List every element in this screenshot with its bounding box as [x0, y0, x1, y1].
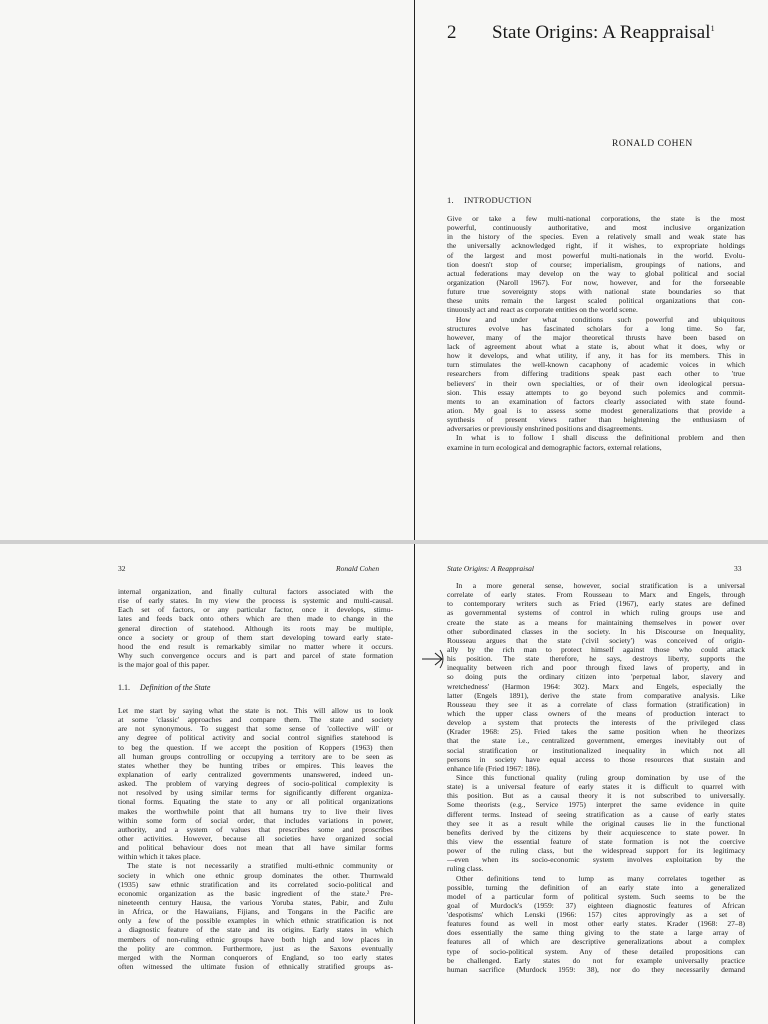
text-line: Let me start by saying what the state is not. This will allow us to look: [118, 706, 393, 715]
introduction-body: [447, 214, 745, 452]
text-line: believers' in their own specialties, or of their own ideological persua-: [447, 378, 745, 388]
text-line: ation. My goal is to assess some modest generalizations that provide a: [447, 405, 745, 415]
section-number: 1.: [447, 195, 454, 205]
text-line: asked. The problem of varying degrees of socio-political complexity is: [118, 779, 393, 789]
text-line: examine in turn ecological and demographic factors, external relations,: [447, 442, 662, 452]
text-line: —even when its socio-economic system involves exploitation by the: [447, 855, 745, 865]
spread-separator: [0, 540, 768, 544]
text-line: organization (Naroll 1967). For now, however, and for the forseeable: [447, 277, 745, 287]
text-line: states whether they be hunting tribes or empires. This leaves the: [118, 760, 393, 770]
text-line: enhance life (Fried 1967: 186).: [447, 763, 541, 773]
text-line: benefits derived by the citizens by their acquiescence to state power. In: [447, 827, 745, 837]
text-line: Some theorists (e.g., Service 1975) interpret the same evidence in quite: [447, 800, 745, 810]
text-line: power of the ruling class, but the widespread support for its legitimacy: [447, 846, 745, 856]
text-line: this position. But as a causal theory it is not subscribed to universally.: [447, 791, 745, 801]
text-line: members of non-ruling ethnic groups have both high and low places in: [118, 934, 393, 944]
upper-gutter-line: [414, 0, 415, 540]
text-line: adversaries or previously enshrined positions and disagreements.: [447, 424, 643, 434]
text-line: that the state i.e., centralized government, emerges inevitably out of: [447, 736, 745, 746]
text-line: society in which one ethnic group dominates the other. Thurnwald: [118, 870, 393, 880]
text-line: develop a system that protects the interests of the privileged class: [447, 718, 745, 728]
text-line: create the state as a means for maintaining themselves in power over: [447, 617, 745, 627]
running-head-right: State Origins: A Reappraisal: [447, 564, 535, 573]
text-line: tinuously act and react as corporate entities on the world scene.: [447, 305, 638, 315]
text-line: makes the worthwhile point that all humans try to live their lives: [118, 806, 393, 816]
text-line: however, many of the major theoretical thrusts have been based on: [447, 332, 745, 342]
text-line: in Africa, or the Hawaiians, Fijians, and Tongans in the Pacific are: [118, 907, 393, 917]
text-line: internal organization, and finally cultural factors associated with the: [118, 587, 393, 596]
text-line: state) is a universal feature of early states it is difficult to quarrel with: [447, 782, 745, 792]
section-title: INTRODUCTION: [463, 195, 532, 205]
text-line: sion. This essay attempts to go beyond such polemics and commit-: [447, 387, 745, 397]
text-line: general direction of statehood. Although its roots may be multiple,: [118, 623, 393, 633]
subsection-heading: [118, 683, 210, 692]
text-line: often witnessed the ultimate fusion of ethnically stratified groups as-: [118, 961, 393, 971]
text-line: correlate of early states. From Rousseau to Marx and Engels, through: [447, 590, 745, 600]
left-page-body-definition: [118, 706, 393, 971]
text-line: explanation of early centralized governments unanswered, indeed un-: [118, 769, 393, 779]
text-line: structures evolve has fascinated scholars for a long time. So far,: [447, 323, 745, 333]
text-line: human sacrifice (Murdock 1959: 38), nor do they necessarily demand: [447, 964, 745, 974]
text-line: researchers from differing traditions speak past each other to 'true: [447, 369, 745, 379]
text-line: be challenged. Early states do not for example universally practice: [447, 955, 745, 965]
text-line: to contemporary writers such as Fried (1967), early states are defined: [447, 599, 745, 609]
section-heading: [447, 195, 532, 205]
text-line: powerful, continuously authoritative, and most inclusive organization: [447, 223, 745, 233]
text-line: at some 'classic' approaches and compare them. The state and society: [118, 715, 393, 725]
text-line: does essentially the same thing giving to the state a large array of: [447, 928, 745, 938]
text-line: so doing puts the ordinary citizen into 'perpetual labor, slavery and: [447, 672, 745, 682]
subsection-number: 1.1.: [118, 683, 130, 692]
text-line: is the major goal of this paper.: [118, 660, 210, 670]
page-number-left: 32: [118, 564, 126, 573]
text-line: a diagnostic feature of the state and its origins. Early states in which: [118, 925, 393, 935]
chapter-title: [492, 22, 715, 44]
text-line: Give or take a few multi-national corporations, the state is the most: [447, 214, 745, 223]
author-name: RONALD COHEN: [612, 139, 693, 149]
footnote-mark: 1: [710, 24, 715, 33]
running-head-left: Ronald Cohen: [336, 564, 380, 573]
text-line: 'despotisms' which Lenski (1966: 157) cites approvingly as a set of: [447, 910, 745, 920]
text-line: in the history of the species. Even a relatively small and weak state has: [447, 232, 745, 242]
text-line: and political behaviour does not mean that all have similar forms: [118, 843, 393, 853]
text-line: economic organization as the basic ingredient of the state.² Pre-: [118, 888, 393, 898]
text-line: these units remain the largest scaled political organizations that con-: [447, 296, 745, 306]
text-line: inequality between rich and poor through fixed laws of property, and in: [447, 663, 745, 673]
text-line: the universally acknowledged right, if it wishes, to expropriate holdings: [447, 241, 745, 251]
text-line: (1935) saw ethnic stratification and its correlated socio-political and: [118, 879, 393, 889]
subsection-title: Definition of the State: [140, 683, 211, 692]
text-line: which the upper class owners of the means of production interact to: [447, 708, 745, 718]
chapter-number: 2: [447, 22, 457, 43]
text-line: lates and feeds back onto others which are then made to change in the: [118, 614, 393, 624]
text-line: wretchedness' (Harmon 1964: 302). Marx and Engels, especially the: [447, 681, 745, 691]
text-line: his position. The state therefore, he says, destroys liberty, supports the: [447, 654, 745, 664]
text-line: only a few of the possible examples in which ethnic stratification is not: [118, 916, 393, 926]
text-line: nineteenth century Hausa, the various Yoruba states, Pabir, and Zulu: [118, 897, 393, 907]
text-line: how it develops, and what utility, if any, it has for its members. This in: [447, 351, 745, 361]
text-line: In what is to follow I shall discuss the definitional problem and then: [456, 433, 745, 443]
chapter-title-text: State Origins: A Reappraisal: [492, 22, 711, 43]
lower-gutter-line: [414, 544, 415, 1024]
text-line: possible, turning the definition of an early state into a generalized: [447, 882, 745, 892]
text-line: once a society or group of them start developing toward early state-: [118, 632, 393, 642]
text-line: other activities. However, because all societies have organized social: [118, 833, 393, 843]
text-line: to beg the question. If we accept the position of Koppers (1963) then: [118, 742, 393, 752]
text-line: synthesis of present views rather than heightening the enthusiasm of: [447, 415, 745, 425]
text-line: any degree of political activity and social control signifies statehood is: [118, 733, 393, 743]
text-line: as governmental systems of control in which ruling groups use and: [447, 608, 745, 618]
text-line: goal of Murdock's (1959: 37) eighteen diagnostic features of African: [447, 900, 745, 910]
text-line: ruling class.: [447, 864, 484, 874]
margin-arrow-annotation: [420, 648, 446, 670]
text-line: other subordinated classes in the society. In his Discourse on Inequality,: [447, 626, 745, 636]
text-line: model of a particular form of political system. Such seems to be the: [447, 891, 745, 901]
text-line: features all of which are descriptive generalizations about a complex: [447, 937, 745, 947]
text-line: of the largest and most powerful multi-nationals in the world. Evolu-: [447, 250, 745, 260]
text-line: authority, and a system of values that prescribes some and proscribes: [118, 824, 393, 834]
text-line: within some form of social order, that includes variations in power,: [118, 815, 393, 825]
text-line: different terms. Instead of seeing stratification as a cause of early states: [447, 809, 745, 819]
text-line: persons in society have equal access to those resources that sustain and: [447, 754, 745, 764]
text-line: tional forms. Equating the state to any or all political organizations: [118, 797, 393, 807]
text-line: merged with the Norman conquerors of England, so too early states: [118, 952, 393, 962]
text-line: type of socio-political system. Any of these detailed propositions can: [447, 946, 745, 956]
text-line: social stratification or institutionalized inequality in which not all: [447, 745, 745, 755]
text-line: In a more general sense, however, social stratification is a universal: [456, 581, 745, 590]
text-line: all human groups controlling or occupying a territory are to be seen as: [118, 751, 393, 761]
text-line: How and under what conditions such powerful and ubiquitous: [456, 314, 745, 324]
text-line: features found as well in most other early states. Krader (1968: 27–8): [447, 919, 745, 929]
text-line: they see it as a result while the original causes lie in the functional: [447, 818, 745, 828]
text-line: lack of agreement about what a state is, about what it does, why or: [447, 341, 745, 351]
text-line: Since this functional quality (ruling group domination by use of the: [456, 772, 745, 782]
text-line: Why such convergence occurs and is part and parcel of state formation: [118, 650, 393, 660]
left-page-body-top: [118, 587, 393, 669]
text-line: the polity are common. Furthermore, just as the Saxons eventually: [118, 943, 393, 953]
text-line: actual federations may develop on the way to global political and social: [447, 268, 745, 278]
text-line: rise of early states. In my view the process is systemic and multi-causal.: [118, 596, 393, 606]
text-line: turn stimulates the well-known cacaphony of academic voices in which: [447, 360, 745, 370]
text-line: are not synonymous. To suggest that some sense of 'collective will' or: [118, 724, 393, 734]
text-line: (Krader 1968: 25). Fried takes the same position when he theorizes: [447, 727, 745, 737]
text-line: Rousseau argues that the state ('civil society') was conceived of origin-: [447, 635, 745, 645]
right-page-body: [447, 581, 745, 974]
page-number-right: 33: [734, 564, 742, 573]
text-line: not resolved by using similar terms for significantly different organiza-: [118, 788, 393, 798]
text-line: within which it takes place.: [118, 852, 201, 862]
text-line: this view the essential feature of state formation is not the coercive: [447, 836, 745, 846]
text-line: tion doesn't stop of course; imperialism, groupings of nations, and: [447, 259, 745, 269]
text-line: latter (Engels 1891), derive the state from comparative analysis. Like: [447, 690, 745, 700]
text-line: Rousseau they see it as a correlate of class formation (stratification) in: [447, 699, 745, 709]
text-line: Each set of factors, or any particular factor, once it develops, stimu-: [118, 605, 393, 615]
text-line: The state is not necessarily a stratified multi-ethnic community or: [127, 861, 393, 871]
text-line: ments to an examination of factors clearly associated with state found-: [447, 396, 745, 406]
text-line: ally by the rich man to protect himself against those who could attack: [447, 644, 745, 654]
text-line: hood the end result is remarkably similar no matter where it occurs.: [118, 641, 393, 651]
text-line: Other definitions tend to lump as many correlates together as: [456, 873, 745, 883]
text-line: future true sovereignty stops with national state boundaries so that: [447, 287, 745, 297]
